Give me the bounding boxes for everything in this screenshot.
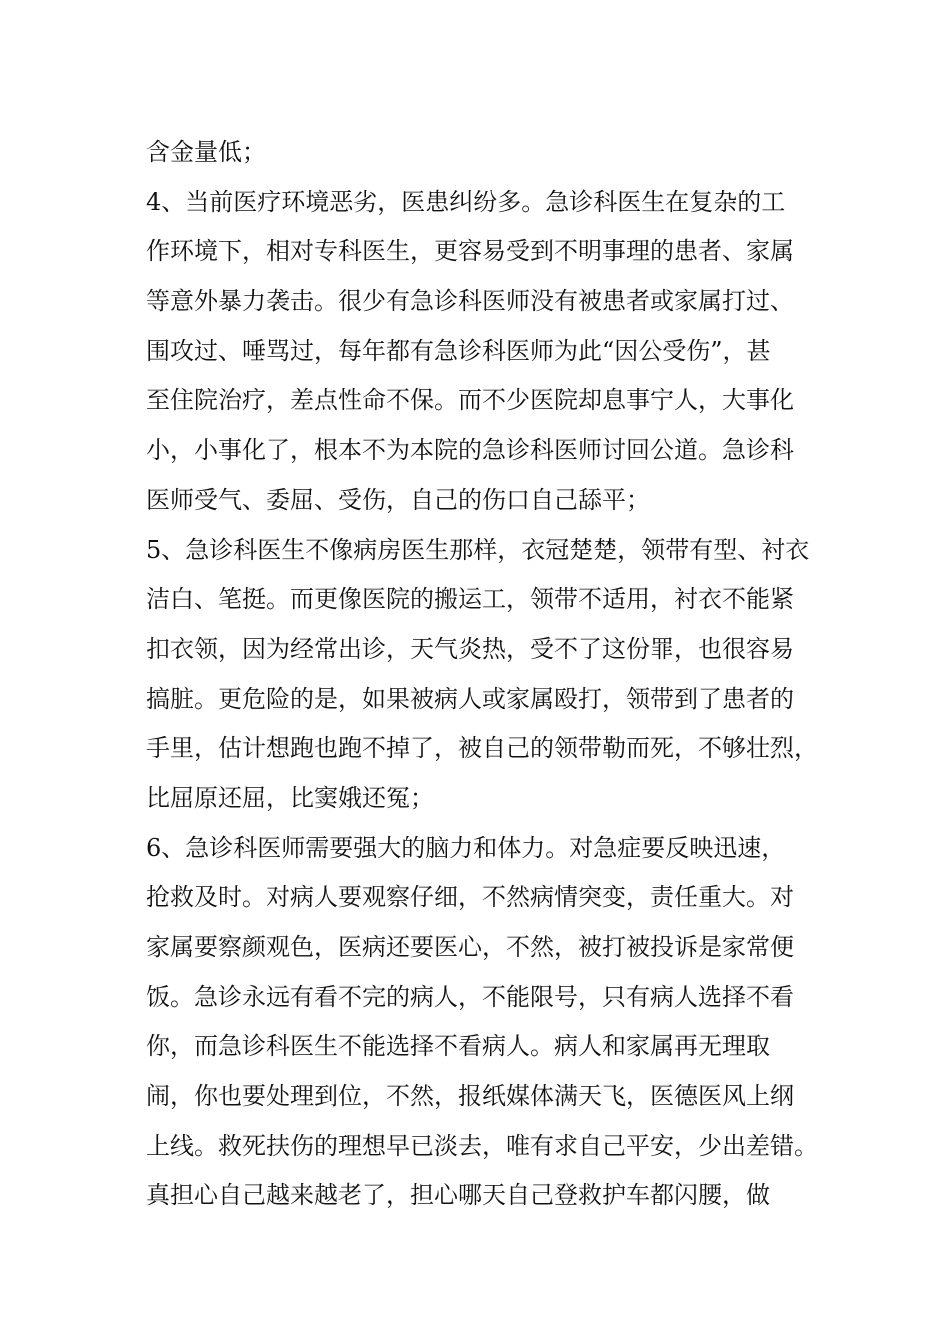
text-line: 作环境下，相对专科医生，更容易受到不明事理的患者、家属 xyxy=(146,237,794,266)
text-line: 4、当前医疗环境恶劣，医患纠纷多。急诊科医生在复杂的工 xyxy=(146,187,786,216)
text-line: 手里，估计想跑也跑不掉了，被自己的领带勒而死，不够壮烈， xyxy=(146,734,818,763)
text-line: 至住院治疗，差点性命不保。而不少医院却息事宁人，大事化 xyxy=(146,386,794,415)
text-line: 扣衣领，因为经常出诊，天气炎热，受不了这份罪，也很容易 xyxy=(146,634,794,663)
text-line: 抢救及时。对病人要观察仔细，不然病情突变，责任重大。对 xyxy=(146,883,794,912)
text-line: 等意外暴力袭击。很少有急诊科医师没有被患者或家属打过、 xyxy=(146,287,794,316)
text-line: 含金量低； xyxy=(146,138,266,166)
text-line: 比屈原还屈，比窦娥还冤； xyxy=(146,783,434,812)
text-line: 你，而急诊科医生不能选择不看病人。病人和家属再无理取 xyxy=(146,1032,770,1061)
text-line: 家属要察颜观色，医病还要医心，不然，被打被投诉是家常便 xyxy=(146,933,794,961)
text-line: 5、急诊科医生不像病房医生那样，衣冠楚楚，领带有型、衬衣 xyxy=(146,535,810,564)
text-line: 6、急诊科医师需要强大的脑力和体力。对急症要反映迅速， xyxy=(146,833,786,862)
document-body xyxy=(146,128,836,1221)
text-line: 上线。救死扶伤的理想早已淡去，唯有求自己平安，少出差错。 xyxy=(146,1131,818,1160)
text-line: 医师受气、委屈、受伤，自己的伤口自己舔平； xyxy=(146,485,650,514)
text-line: 搞脏。更危险的是，如果被病人或家属殴打，领带到了患者的 xyxy=(146,684,794,713)
text-line: 洁白、笔挺。而更像医院的搬运工，领带不适用，衬衣不能紧 xyxy=(146,585,794,614)
text-line: 小，小事化了，根本不为本院的急诊科医师讨回公道。急诊科 xyxy=(146,436,794,465)
text-line: 围攻过、唾骂过，每年都有急诊科医师为此“因公受伤”，甚 xyxy=(146,336,771,365)
text-line: 饭。急诊永远有看不完的病人，不能限号，只有病人选择不看 xyxy=(146,982,794,1011)
text-line: 真担心自己越来越老了，担心哪天自己登救护车都闪腰，做 xyxy=(146,1181,770,1210)
text-line: 闹，你也要处理到位，不然，报纸媒体满天飞，医德医风上纲 xyxy=(146,1082,794,1111)
